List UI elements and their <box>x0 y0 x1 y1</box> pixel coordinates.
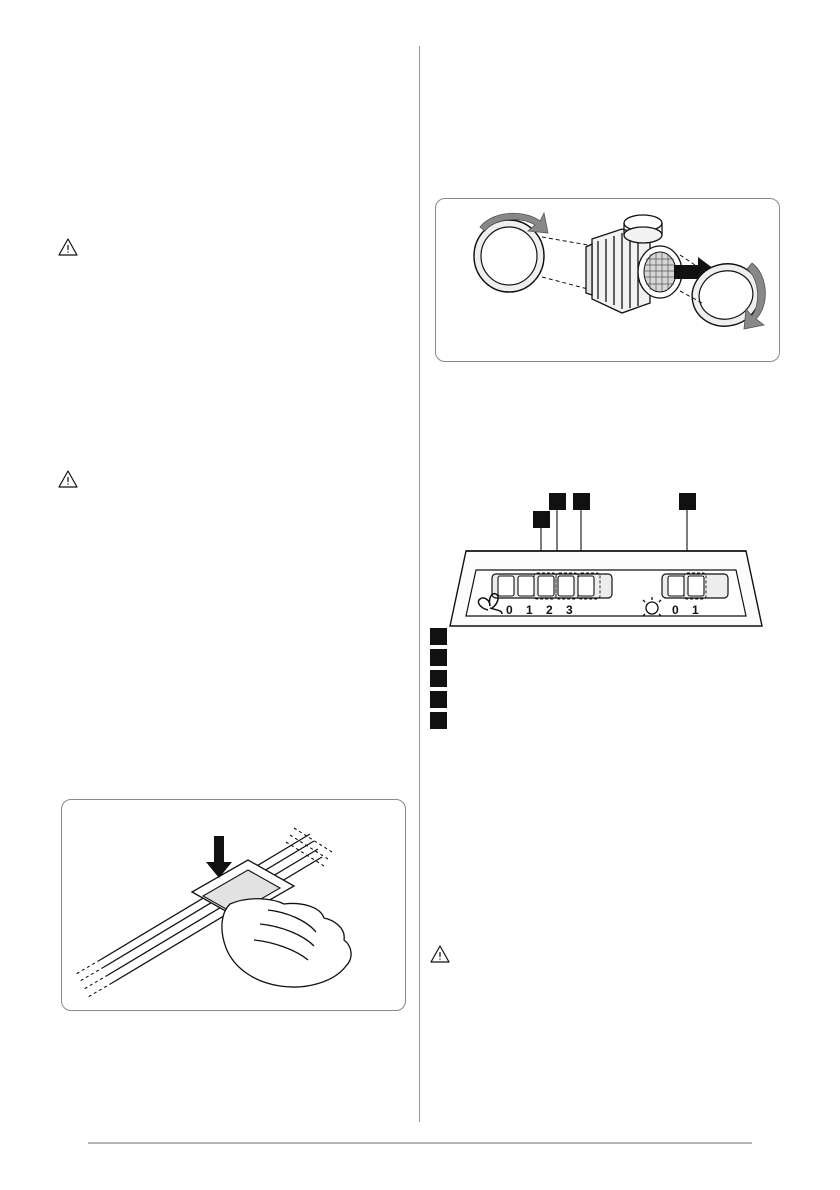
legend-swatch <box>430 670 447 687</box>
legend-swatch <box>430 649 447 666</box>
svg-text:0: 0 <box>506 603 513 617</box>
column-divider <box>419 46 420 1122</box>
warning-triangle-icon <box>430 945 450 963</box>
figure-motor-caps <box>435 198 780 362</box>
warning-triangle-icon <box>58 470 78 488</box>
svg-text:1: 1 <box>526 603 533 617</box>
svg-text:2: 2 <box>546 603 553 617</box>
svg-text:0: 0 <box>672 603 679 617</box>
figure-filter-release <box>61 799 406 1011</box>
footer-rule <box>88 1142 752 1144</box>
figure-control-panel <box>430 484 780 664</box>
right-column <box>430 46 780 1122</box>
svg-text:3: 3 <box>566 603 573 617</box>
legend-swatch-column <box>430 628 447 733</box>
legend-swatch <box>430 691 447 708</box>
left-column <box>58 46 403 1122</box>
legend-swatch <box>430 628 447 645</box>
warning-triangle-icon <box>58 238 78 256</box>
svg-text:1: 1 <box>692 603 699 617</box>
legend-swatch <box>430 712 447 729</box>
